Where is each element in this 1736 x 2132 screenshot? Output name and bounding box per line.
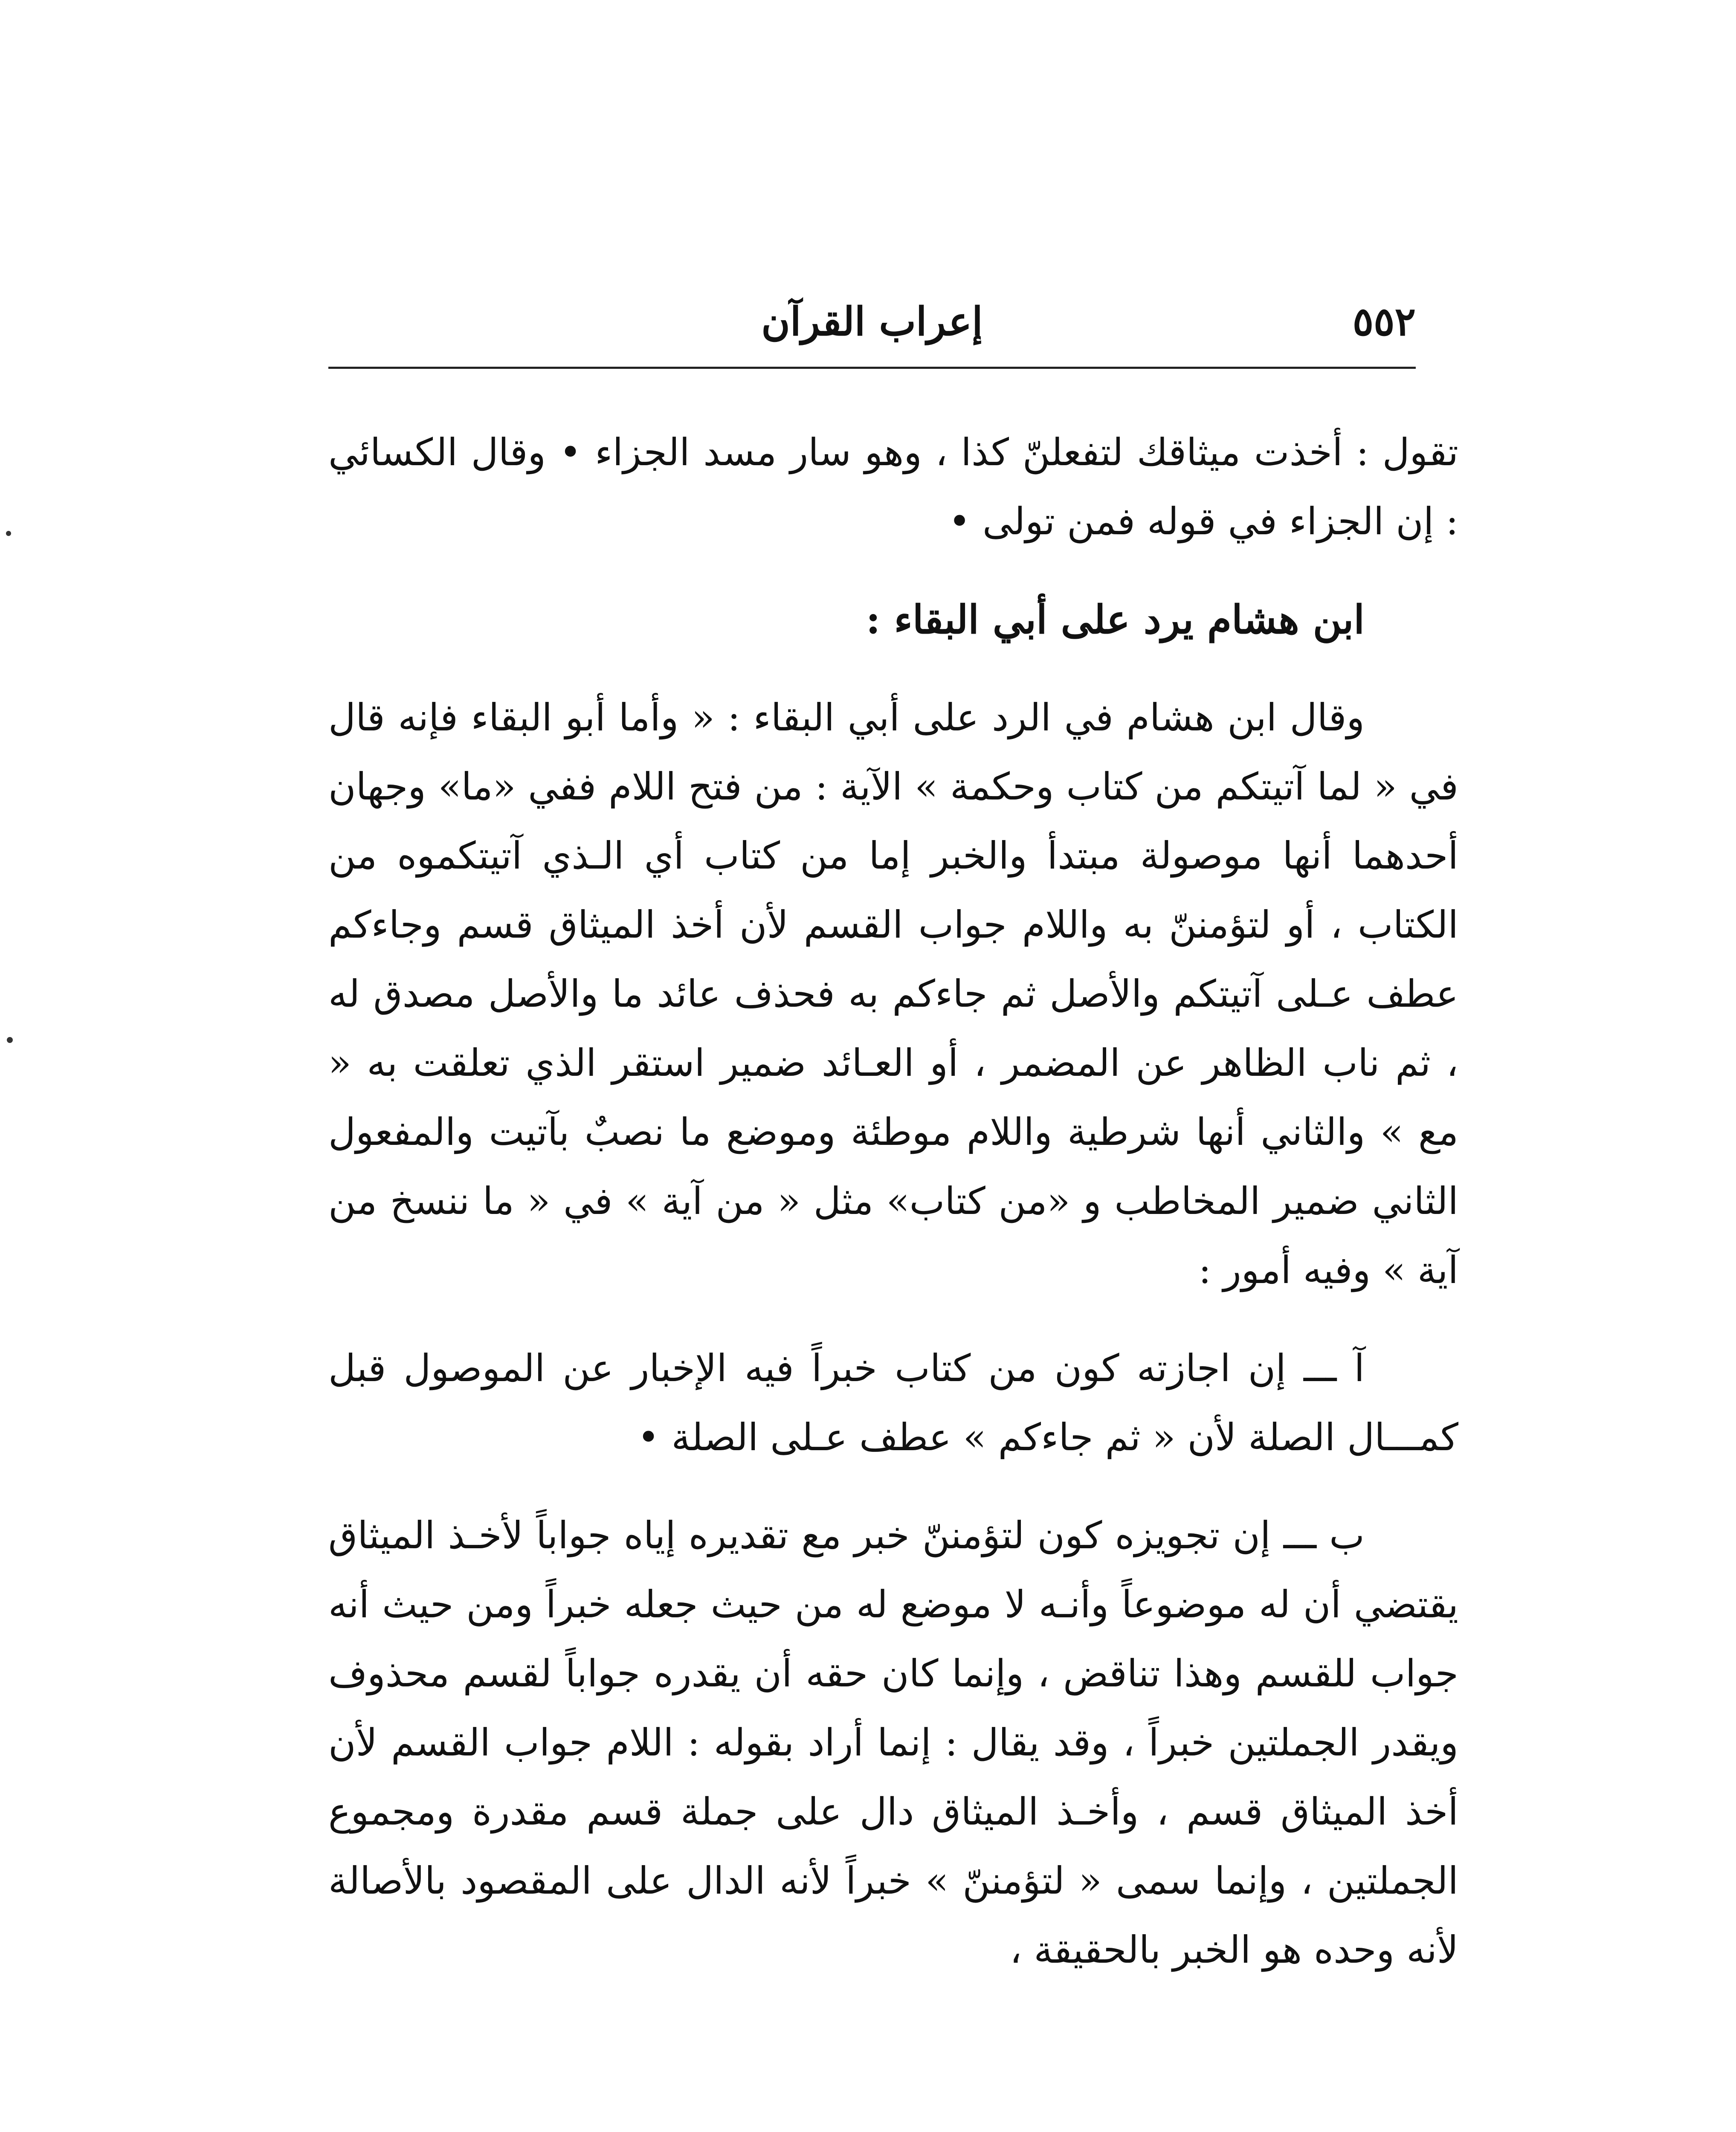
point-a-paragraph: آ ـــ إن اجازته كون من كتاب خبراً فيه الإخبار عن الموصول قبل كمـــال الصلة لأن « ثم جاءكم » عطف عـلى الصلة • bbox=[328, 1346, 1458, 1459]
header-rule bbox=[328, 367, 1416, 369]
page-header bbox=[328, 290, 1416, 345]
point-b-paragraph: ب ـــ إن تجويزه كون لتؤمننّ خبر مع تقديره إياه جواباً لأخـذ الميثاق يقتضي أن له موضوعاً وأنـه لا موضع له من حيث جعله خبراً ومن حيث أنه جواب للقسم وهذا تناقض ، وإنما كان حقه أن يقدره جواباً لقسم محذوف ويقدر الجملتين خبراً ، وقد يقال : إنما أراد بقوله : اللام جواب القسم لأن أخذ الميثاق قسم ، وأخـذ الميثاق دال على جملة قسم مقدرة ومجموع الجملتين ، وإنما سمى « لتؤمننّ » خبراً لأنه الدال على المقصود بالأصالة لأنه وحده هو الخبر بالحقيقة ، bbox=[328, 1513, 1458, 1972]
opening-paragraph: تقول : أخذت ميثاقك لتفعلنّ كذا ، وهو سار مسد الجزاء • وقال الكسائي : إن الجزاء في قوله فمن تولى • bbox=[328, 430, 1458, 543]
page-number: ٥٥٢ bbox=[1352, 298, 1416, 345]
page-body bbox=[328, 418, 1458, 2013]
scan-speck bbox=[6, 531, 11, 536]
ibn-hisham-quote-paragraph: وقال ابن هشام في الرد على أبي البقاء : « وأما أبو البقاء فإنه قال في « لما آتيتكم من كتاب وحكمة » الآية : من فتح اللام ففي «ما» وجهان أحدهما أنها موصولة مبتدأ والخبر إما من كتاب أي الـذي آتيتكموه من الكتاب ، أو لتؤمننّ به واللام جواب القسم لأن أخذ الميثاق قسم وجاءكم عطف عـلى آتيتكم والأصل ثم جاءكم به فحذف عائد ما والأصل مصدق له ، ثم ناب الظاهر عن المضمر ، أو العـائد ضمير استقر الذي تعلقت به « مع » والثاني أنها شرطية واللام موطئة وموضع ما نصبٌ بآتيت والمفعول الثاني ضمير المخاطب و «من كتاب» مثل « من آية » في « ما ننسخ من آية » وفيه أمور : bbox=[328, 695, 1458, 1292]
running-title: إعراب القرآن bbox=[761, 298, 983, 345]
section-heading: ابن هشام يرد على أبي البقاء : bbox=[866, 597, 1365, 643]
scan-speck bbox=[7, 1037, 13, 1043]
